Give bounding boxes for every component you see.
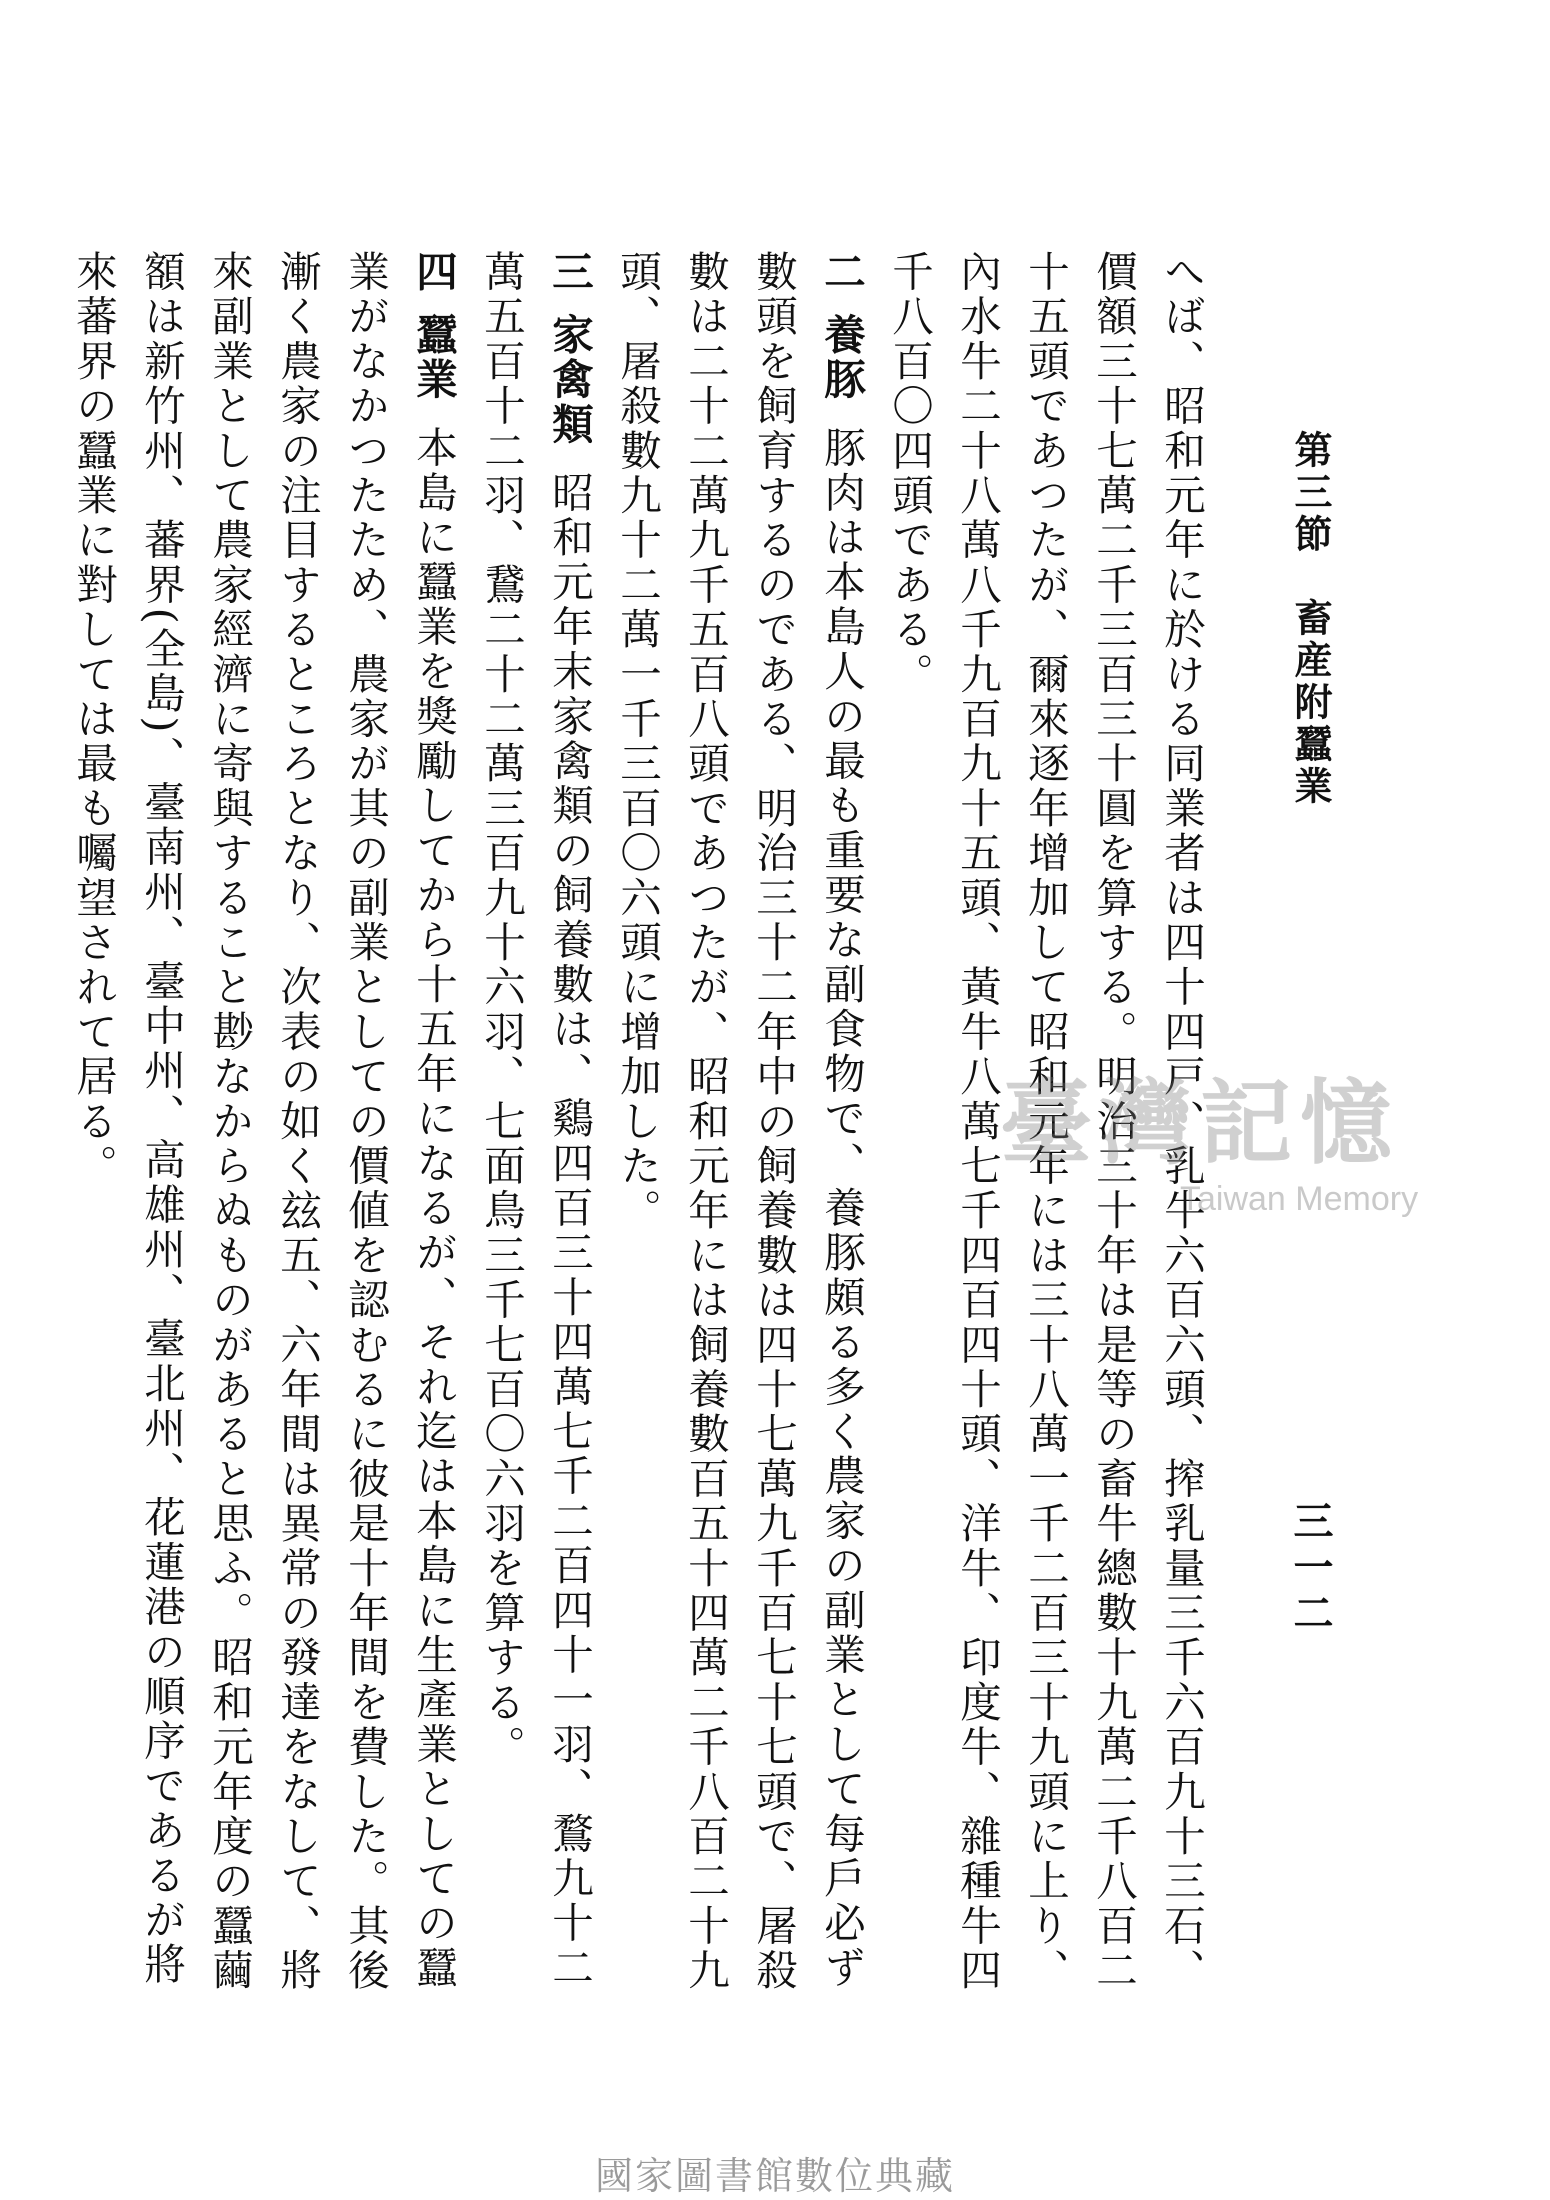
- paragraph-poultry: [467, 250, 603, 2010]
- page-number: 三一二: [1287, 1500, 1334, 1638]
- paragraph-sericulture: [59, 250, 467, 2010]
- section-title: 養豚: [817, 312, 866, 403]
- watermark-logo-text: 臺灣記憶: [1000, 1069, 1401, 1177]
- footer-credit: 國家圖書館數位典藏: [594, 2154, 955, 2198]
- body-text: [69, 250, 1215, 2010]
- paragraph-pig-farming: [603, 250, 875, 2010]
- section-number: 四: [409, 250, 458, 295]
- paragraph-text: 本島に蠶業を獎勵してから十五年になるが、それ迄は本島に生產業としての蠶業がなかつたため、農家が其の副業としての價値を認むるに彼是十年間を費した。其後漸く農家の注目するところとなり、次表の如く玆五、六年間は異常の發達をなして、將來副業として農家經濟に寄與すること尠なからぬものがあると思ふ。昭和元年度の蠶繭額は新竹州、蕃界(全島)、臺南州、臺中州、高雄州、臺北州、花蓮港の順序であるが將來蕃界の蠶業に對しては最も囑望されて居る。: [69, 250, 458, 1994]
- paragraph-dairy: [875, 250, 1215, 2010]
- paragraph-text: 昭和元年末家禽類の飼養數は、鷄四百三十四萬七千二百四十一羽、鶩九十二萬五百十二羽、鵞二十二萬三百九十六羽、七面鳥三千七百〇六羽を算する。: [477, 250, 594, 1991]
- section-title: 家禽類: [545, 312, 594, 447]
- section-title: 蠶業: [409, 312, 458, 403]
- paragraph-text: 豚肉は本島人の最も重要な副食物で、養豚頗る多く農家の副業として每戶必ず數頭を飼育するのである、明治三十二年中の飼養數は四十七萬九千百七十七頭で、屠殺數は二十二萬九千五百八頭であつたが、昭和元年には飼養數百五十四萬二千八百二十九頭、屠殺數九十二萬一千三百〇六頭に增加した。: [613, 250, 866, 1994]
- section-running-head: 第三節 畜産附蠶業: [1288, 430, 1333, 808]
- section-number: 三: [545, 250, 594, 295]
- section-number: 二: [817, 250, 866, 295]
- paragraph-text: へば、昭和元年に於ける同業者は四十四戸、乳牛六百六頭、搾乳量三千六百九十三石、價額三十七萬二千三百三十圓を算する。明治三十年は是等の畜牛總數十九萬二千八百二十五頭であつたが、爾來逐年增加して昭和元年には三十八萬一千二百三十九頭に上り、內水牛二十八萬八千九百九十五頭、黃牛八萬七千四百四十頭、洋牛、印度牛、雜種牛四千八百〇四頭である。: [885, 250, 1206, 1994]
- watermark-latin-text: Taiwan Memory: [1180, 1180, 1419, 1218]
